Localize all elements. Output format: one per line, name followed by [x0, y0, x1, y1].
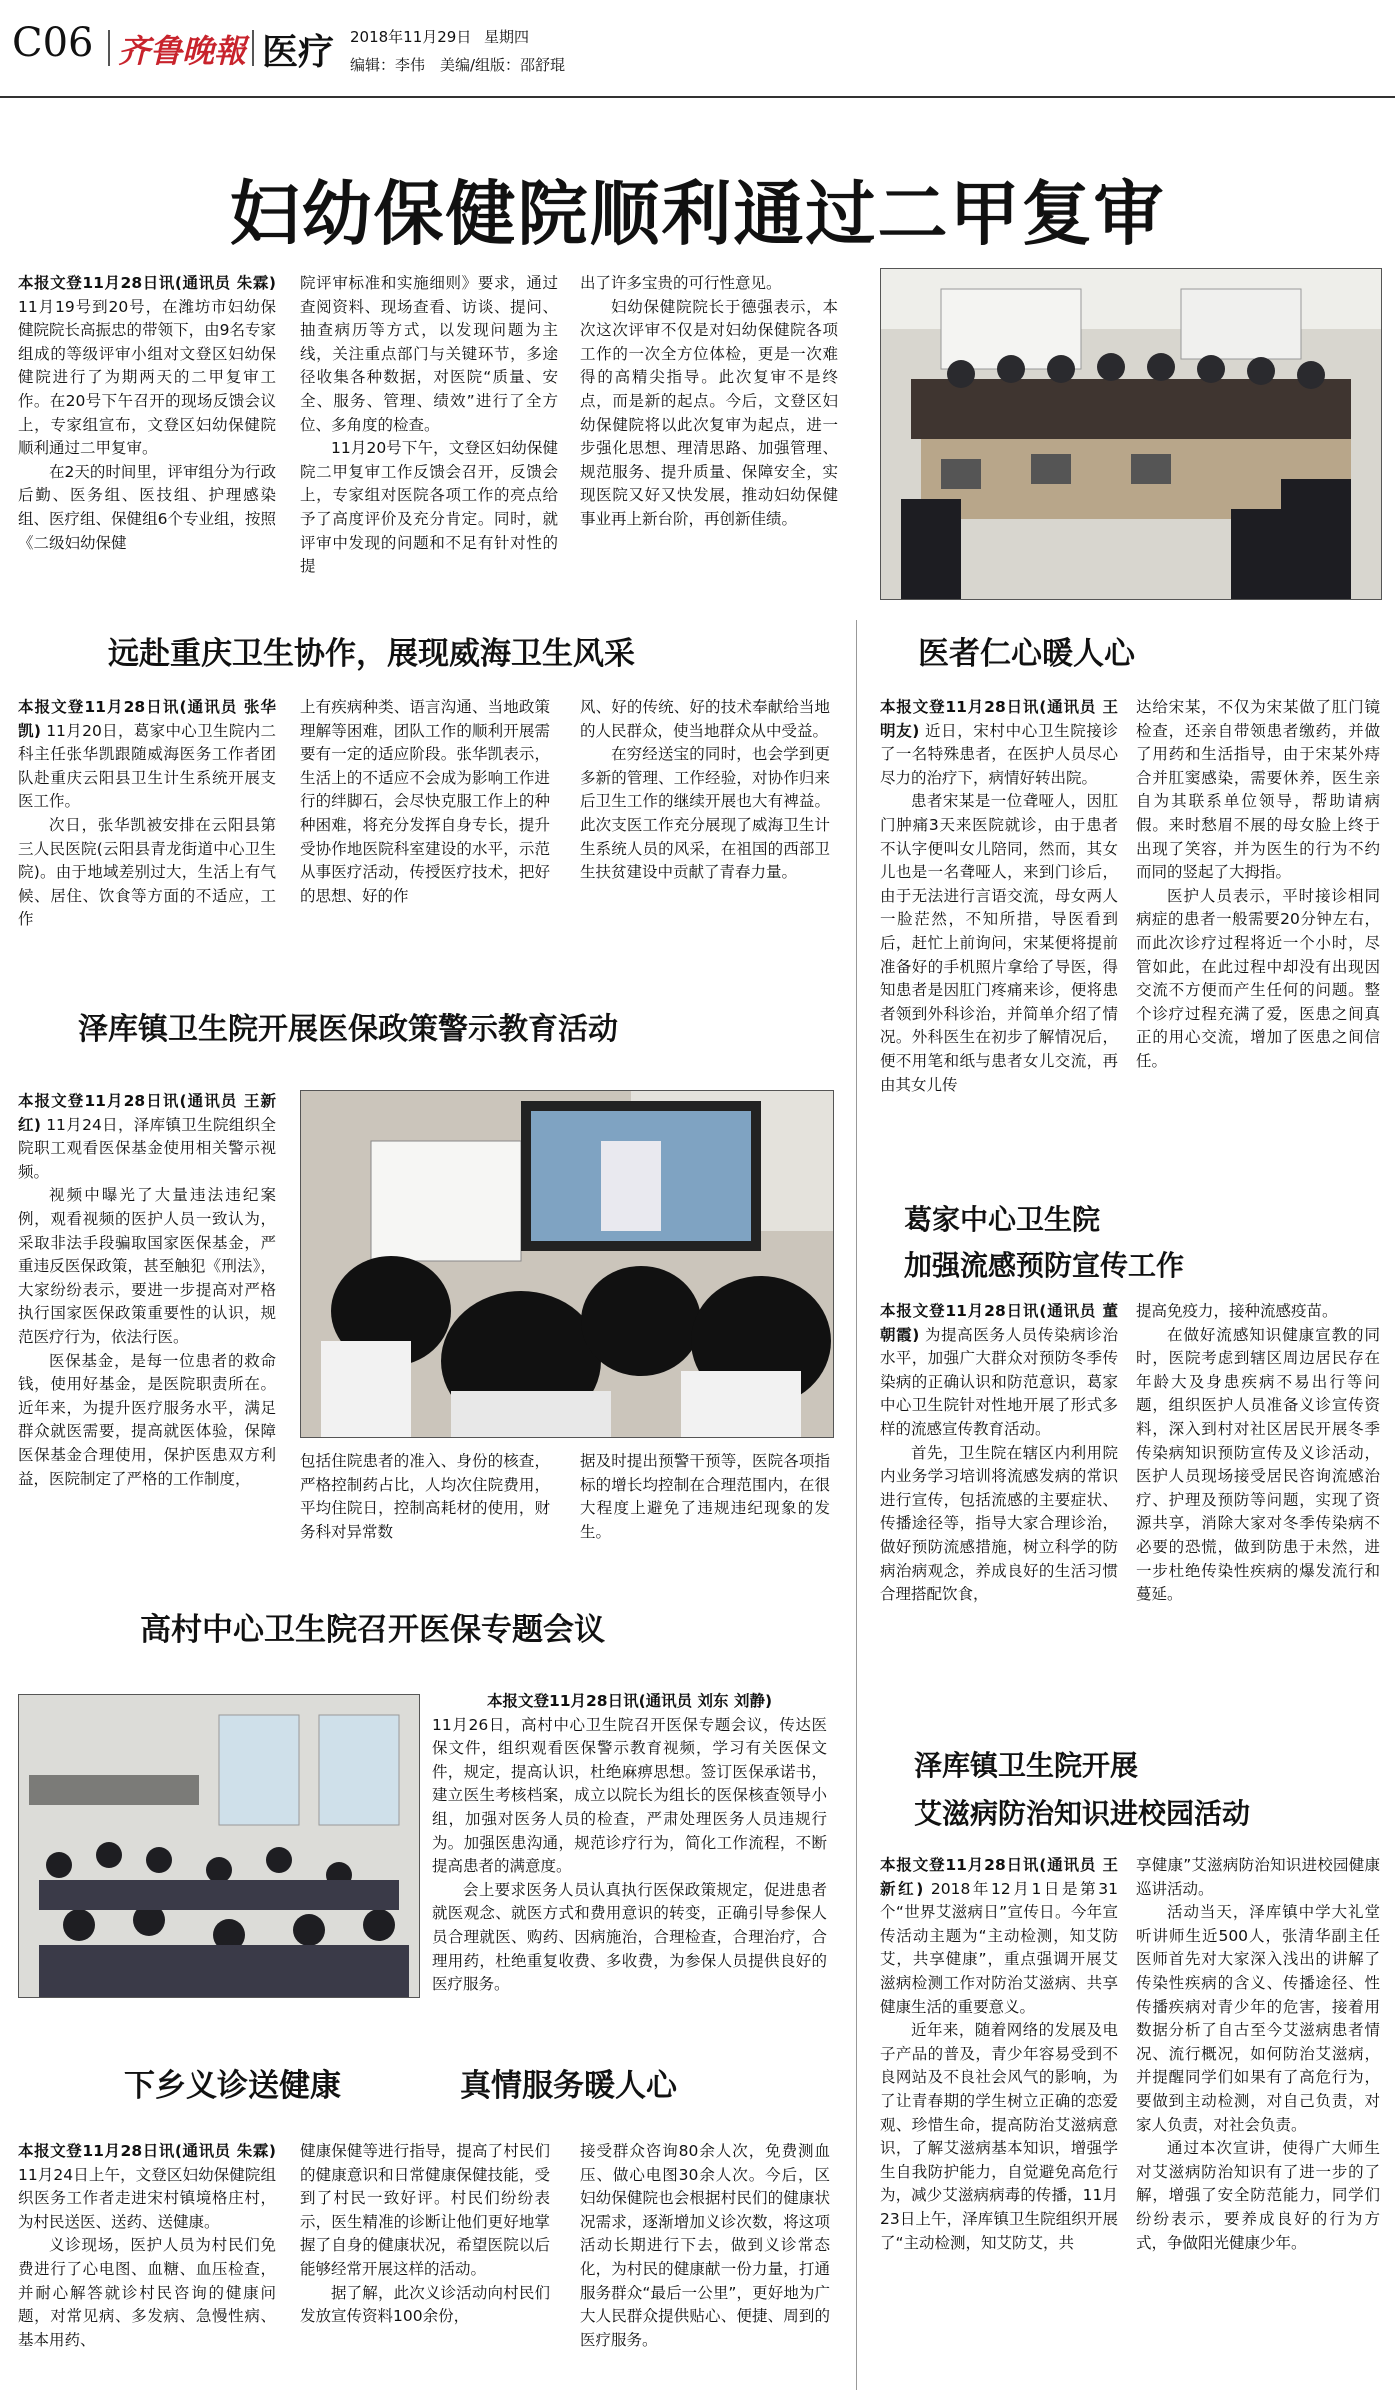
article-1-para: 11月20号下午，文登区妇幼保健院二甲复审工作反馈会召开，反馈会上，专家组对医院各项工作的亮点给予了高度评价及充分肯定。同时，就评审中发现的问题和不足有针对性的提 — [300, 439, 558, 576]
article-2-para: 在穷经送宝的同时，也会学到更多新的管理、工作经验，对协作归来后卫生工作的继续开展也大有裨益。此次支医工作充分展现了威海卫生计生系统人员的风采，在祖国的西部卫生扶贫建设中贡献了青春力量。 — [580, 745, 830, 882]
article-3-para: 据及时提出预警干预等，医院各项指标的增长均控制在合理范围内，在很大程度上避免了违规违纪现象的发生。 — [580, 1452, 830, 1541]
article-2-para: 风、好的传统、好的技术奉献给当地的人民群众，使当地群众从中受益。 — [580, 698, 830, 740]
article-8-para: 2018年12月1日是第31个“世界艾滋病日”宣传日。今年宣传活动主题为“主动检测，知艾防艾，共享健康”，重点强调开展艾滋病检测工作对防治艾滋病、共享健康生活的重要意义。 — [880, 1879, 1118, 2016]
article-8-col-1 — [880, 1854, 1118, 2390]
article-4-para: 11月26日，高村中心卫生院召开医保专题会议，传达医保文件，组织观看医保警示教育视频，学习有关医保文件，规定，提高认识，杜绝麻痹思想。签订医保承诺书，建立医生考核档案，成立以院长为组长的医保核查领导小组，加强对医务人员的检查，严肃处理医务人员违规行为。加强医患沟通，规范诊疗行为，简化工作流程，不断提高患者的满意度。 — [432, 1715, 827, 1876]
article-8-para: 活动当天，泽库镇中学大礼堂听讲师生近500人，张清华副主任医师首先对大家深入浅出的讲解了传染性疾病的含义、传播途径、性传播疾病对青少年的危害，接着用数据分析了自古至今艾滋病患者情况、流行概况，如何防治艾滋病，并提醒同学们如果有了高危行为，要做到主动检测，对自己负责，对家人负责，对社会负责。 — [1136, 1903, 1380, 2134]
article-2-col-1 — [18, 696, 276, 946]
article-5-para: 义诊现场，医护人员为村民们免费进行了心电图、血糖、血压检查，并耐心解答就诊村民咨询的健康问题，对常见病、多发病、急慢性病、基本用药、 — [18, 2236, 276, 2349]
article-7-col-1 — [880, 1300, 1118, 1700]
page-header — [0, 0, 1395, 92]
article-8-para: 通过本次宣讲，使得广大师生对艾滋病防治知识有了进一步的了解，增强了安全防范能力，同学们纷纷表示，要养成良好的行为方式，争做阳光健康少年。 — [1136, 2139, 1380, 2252]
article-3-col-3 — [580, 1450, 830, 1560]
article-5-col-2 — [300, 2140, 550, 2390]
article-2-col-3 — [580, 696, 830, 946]
article-2-col-2 — [300, 696, 550, 946]
article-7-title-2: 加强流感预防宣传工作 — [904, 1249, 1185, 1282]
article-6-title: 医者仁心暖人心 — [918, 636, 1135, 672]
masthead-logo: 齐鲁晚報 — [118, 32, 247, 70]
article-1-para: 出了许多宝贵的可行性意见。 — [580, 274, 782, 292]
article-2-title: 远赴重庆卫生协作，展现威海卫生风采 — [108, 636, 635, 672]
article-4-para: 会上要求医务人员认真执行医保政策规定，促进患者就医观念、就医方式和费用意识的转变，正确引导参保人员合理就医、购药、因病施治，合理检查，合理治疗，合理用药，杜绝重复收费、多收费，为参保人员提供良好的医疗服务。 — [432, 1880, 827, 1994]
article-4-body — [432, 1690, 827, 2000]
article-5-col-1 — [18, 2140, 276, 2390]
article-7-title-1: 葛家中心卫生院 — [904, 1203, 1101, 1236]
article-7-para: 提高免疫力，接种流感疫苗。 — [1136, 1302, 1338, 1320]
article-5-para: 11月24日上午，文登区妇幼保健院组织医务工作者走进宋村镇境格庄村，为村民送医、送药、送健康。 — [18, 2165, 276, 2231]
article-2-para: 上有疾病种类、语言沟通、当地政策理解等困难，团队工作的顺利开展需要有一定的适应阶段。张华凯表示，生活上的不适应不会成为影响工作进行的绊脚石，会尽快克服工作上的种种困难，将充分发挥自身专长，提升受协作地医院科室建设的水平，示范从事医疗活动，传授医疗技术，把好的思想、好的作 — [300, 698, 550, 905]
header-divider — [108, 30, 110, 66]
article-8-para: 近年来，随着网络的发展及电子产品的普及，青少年容易受到不良网站及不良社会风气的影响，为了让青春期的学生树立正确的恋爱观、珍惜生命，提高防治艾滋病意识，了解艾滋病基本知识，增强学生自我防护能力，自觉避免高危行为，减少艾滋病病毒的传播，11月23日上午，泽库镇卫生院组织开展了“主动检测，知艾防艾，共 — [880, 2021, 1118, 2252]
header-rule — [0, 96, 1395, 98]
article-3-title: 泽库镇卫生院开展医保政策警示教育活动 — [78, 1012, 618, 1047]
article-7-col-2 — [1136, 1300, 1380, 1700]
article-6-para: 近日，宋村中心卫生院接诊了一名特殊患者，在医护人员尽心尽力的治疗下，病情好转出院。 — [880, 721, 1118, 787]
header-editors: 编辑：李伟 美编/组版：邵舒琨 — [350, 56, 566, 74]
article-5-title-right: 真情服务暖人心 — [460, 2068, 677, 2104]
article-4-byline: 本报文登11月28日讯(通讯员 刘东 刘静) — [486, 1692, 773, 1710]
article-7-para: 为提高医务人员传染病诊治水平，加强广大群众对预防冬季传染病的正确认识和防范意识，葛家中心卫生院针对性地开展了形式多样的流感宣传教育活动。 — [880, 1325, 1118, 1438]
article-6-col-2 — [1136, 696, 1380, 1156]
article-5-byline: 本报文登11月28日讯(通讯员 朱霖) — [18, 2142, 276, 2160]
article-3-para: 包括住院患者的准入、身份的核查，严格控制药占比，人均次住院费用，平均住院日，控制高耗材的使用，财务科对异常数 — [300, 1452, 550, 1541]
video-screening-photo — [300, 1090, 834, 1438]
article-8-byline: 本报文登11月28日讯(通讯员 王新红) — [880, 1856, 1118, 1898]
section-name: 医疗 — [262, 32, 335, 73]
article-1-para: 院评审标准和实施细则》要求，通过查阅资料、现场查看、访谈、提问、抽查病历等方式，以发现问题为主线，关注重点部门与关键环节，多途径收集各种数据，对医院“质量、安全、服务、管理、绩效”进行了全方位、多角度的检查。 — [300, 274, 558, 434]
article-3-para: 视频中曝光了大量违法违纪案例，观看视频的医护人员一致认为，采取非法手段骗取国家医保基金，严重违反医保政策，甚至触犯《刑法》，大家纷纷表示，要进一步提高对严格执行国家医保政策重要性的认识，规范医疗行为，依法行医。 — [18, 1186, 276, 1346]
article-2-byline: 本报文登11月28日讯(通讯员 张华凯) — [18, 698, 276, 740]
article-7-byline: 本报文登11月28日讯(通讯员 董朝霞) — [880, 1302, 1118, 1344]
article-7-para: 在做好流感知识健康宣教的同时，医院考虑到辖区周边居民存在年龄大及身患疾病不易出行等问题，组织医护人员准备义诊宣传资料，深入到村对社区居民开展冬季传染病知识预防宣传及义诊活动，医护人员现场接受居民咨询流感治疗、护理及预防等问题，实现了资源共享，消除大家对冬季传染病不必要的恐慌，做到防患于未然，进一步杜绝传染性疾病的爆发流行和蔓延。 — [1136, 1325, 1380, 1604]
article-1-col-3 — [580, 272, 838, 602]
header-date: 2018年11月29日 — [350, 28, 472, 46]
article-1-byline: 本报文登11月28日讯(通讯员 朱霖) — [18, 274, 276, 292]
article-3-para: 医保基金，是每一位患者的救命钱，使用好基金，是医院职责所在。近年来，为提升医疗服务水平，满足群众就医需要，提高就医体验，保障医保基金合理使用，保护医患双方利益，医院制定了严格的工作制度， — [18, 1351, 276, 1488]
header-divider-2 — [252, 30, 254, 66]
article-3-col-1 — [18, 1090, 276, 1550]
article-2-para: 次日，张华凯被安排在云阳县第三人民医院(云阳县青龙街道中心卫生院)。由于地域差别过大，生活上有气候、居住、饮食等方面的不适应，工作 — [18, 815, 276, 929]
article-6-para: 医护人员表示，平时接诊相同病症的患者一般需要20分钟左右，而此次诊疗过程将近一个小时，尽管如此，在此过程中却没有出现因交流不方便而产生任何的问题。整个诊疗过程充满了爱，医患之间真正的用心交流，增加了医患之间信任。 — [1136, 886, 1380, 1070]
article-1-para: 11月19号到20号，在潍坊市妇幼保健院院长高振忠的带领下，由9名专家组成的等级评审小组对文登区妇幼保健院进行了为期两天的二甲复审工作。在20号下午召开的现场反馈会议上，专家组宣布，文登区妇幼保健院顺利通过二甲复审。 — [18, 297, 276, 458]
header-weekday: 星期四 — [484, 28, 530, 46]
lecture-hall-photo — [18, 1694, 420, 1998]
article-4-title: 高村中心卫生院召开医保专题会议 — [140, 1612, 605, 1648]
article-1-col-1 — [18, 272, 276, 602]
column-divider — [856, 620, 857, 2390]
page-number: C06 — [12, 20, 94, 66]
article-5-para: 接受群众咨询80余人次，免费测血压、做心电图30余人次。今后，区妇幼保健院也会根据村民们的健康状况需求，逐渐增加义诊次数，将这项活动长期进行下去，做到义诊常态化，为村民的健康献一份力量，打通服务群众“最后一公里”，更好地为广大人民群众提供贴心、便捷、周到的医疗服务。 — [580, 2142, 830, 2349]
article-1-para: 妇幼保健院院长于德强表示，本次这次评审不仅是对妇幼保健院各项工作的一次全方位体检，更是一次难得的高精尖指导。此次复审不是终点，而是新的起点。今后，文登区妇幼保健院将以此次复审为起点，进一步强化思想、理清思路、加强管理、规范服务、提升质量、保障安全，实现医院又好又快发展，推动妇幼保健事业再上新台阶，再创新佳绩。 — [580, 297, 838, 528]
article-6-para: 患者宋某是一位聋哑人，因肛门肿痛3天来医院就诊，由于患者不认字便叫女儿陪同，然而，其女儿也是一名聋哑人，来到门诊后，由于无法进行言语交流，母女两人一脸茫然，不知所措，导医看到后，赶忙上前询问，宋某便将提前准备好的手机照片拿给了导医，得知患者是因肛门疼痛来诊，便将患者领到外科诊治，并简单介绍了情况。外科医生在初步了解情况后，便不用笔和纸与患者女儿交流，再由其女儿传 — [880, 792, 1118, 1094]
article-5-para: 健康保健等进行指导，提高了村民们的健康意识和日常健康保健技能，受到了村民一致好评。村民们纷纷表示，医生精准的诊断让他们更好地掌握了自身的健康状况，希望医院以后能够经常开展这样的活动。 — [300, 2142, 550, 2278]
article-8-col-2 — [1136, 1854, 1380, 2390]
article-3-byline: 本报文登11月28日讯(通讯员 王新红) — [18, 1092, 276, 1134]
article-2-para: 11月20日，葛家中心卫生院内二科主任张华凯跟随威海医务工作者团队赴重庆云阳县卫生计生系统开展支医工作。 — [18, 721, 276, 811]
article-8-title-1: 泽库镇卫生院开展 — [914, 1749, 1139, 1782]
article-5-para: 据了解，此次义诊活动向村民们发放宣传资料100余份， — [300, 2283, 550, 2326]
article-6-byline: 本报文登11月28日讯(通讯员 王明友) — [880, 698, 1118, 740]
article-3-para: 11月24日，泽库镇卫生院组织全院职工观看医保基金使用相关警示视频。 — [18, 1115, 276, 1181]
main-title: 妇幼保健院顺利通过二甲复审 — [229, 173, 1166, 255]
article-8-title-2: 艾滋病防治知识进校园活动 — [914, 1797, 1251, 1830]
article-1-col-2 — [300, 272, 558, 602]
article-6-para: 达给宋某，不仅为宋某做了肛门镜检查，还亲自带领患者缴药，并做了用药和生活指导，由于宋某外痔合并肛窦感染，需要休养，医生亲自为其联系单位领导，帮助请病假。来时愁眉不展的母女脸上终于出现了笑容，并为医生的行为不约而同的竖起了大拇指。 — [1136, 698, 1380, 882]
article-5-title-left: 下乡义诊送健康 — [124, 2068, 341, 2104]
article-5-col-3 — [580, 2140, 830, 2390]
article-8-para: 享健康”艾滋病防治知识进校园健康巡讲活动。 — [1136, 1856, 1380, 1898]
meeting-photo — [880, 268, 1382, 600]
article-7-para: 首先，卫生院在辖区内利用院内业务学习培训将流感发病的常识进行宣传，包括流感的主要症状、传播途径等，指导大家合理诊治，做好预防流感措施，树立科学的防病治病观念，养成良好的生活习惯合理搭配饮食， — [880, 1443, 1118, 1604]
article-1-para: 在2天的时间里，评审组分为行政后勤、医务组、医技组、护理感染组、医疗组、保健组6个专业组，按照《二级妇幼保健 — [18, 462, 276, 552]
article-6-col-1 — [880, 696, 1118, 1156]
article-3-col-2 — [300, 1450, 550, 1560]
